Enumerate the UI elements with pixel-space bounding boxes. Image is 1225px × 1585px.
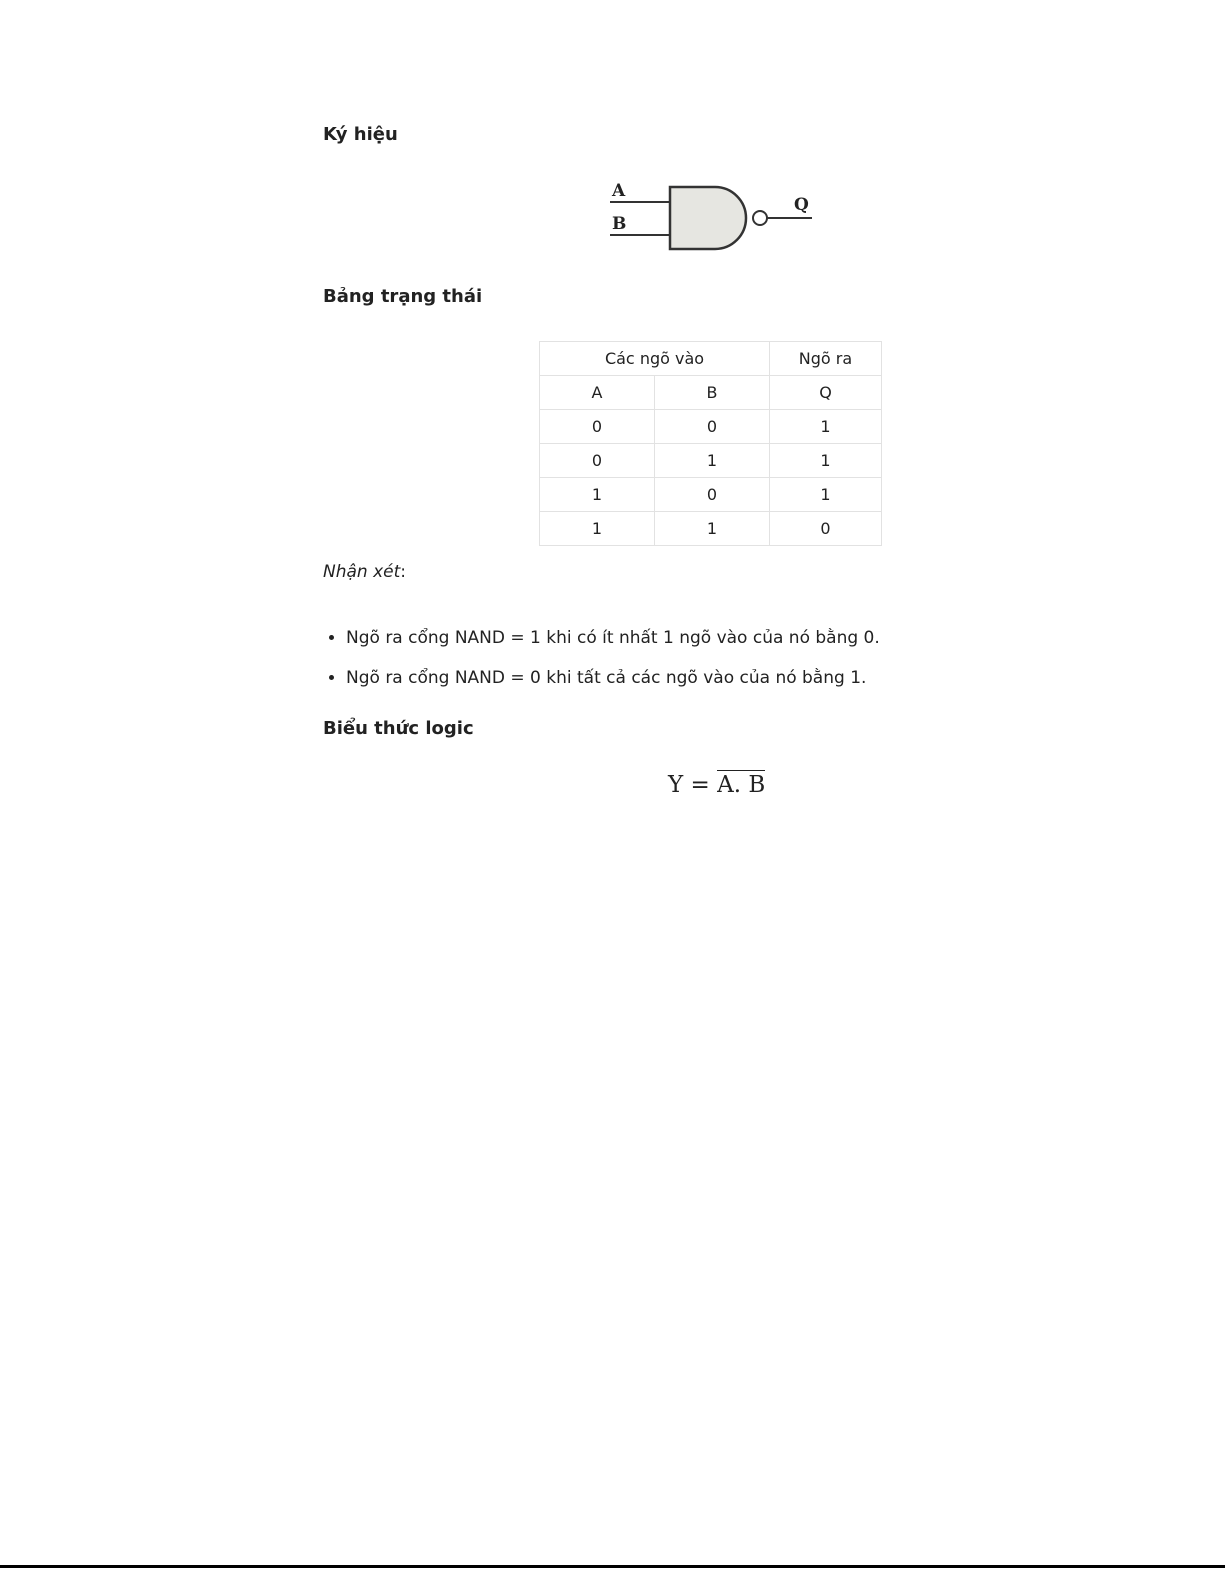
logic-formula xyxy=(668,772,765,798)
table-cell: 1 xyxy=(540,478,655,512)
remark-line xyxy=(323,562,406,582)
logic-expression-heading: Biểu thức logic xyxy=(323,718,474,739)
nand-gate-diagram xyxy=(600,172,820,256)
table-cell: 0 xyxy=(540,410,655,444)
header-inputs: Các ngõ vào xyxy=(540,342,770,376)
table-cell: 0 xyxy=(540,444,655,478)
table-cell: 1 xyxy=(770,410,882,444)
table-row xyxy=(540,478,882,512)
table-cell: 0 xyxy=(655,410,770,444)
input-b-label: B xyxy=(612,214,627,234)
remark-list xyxy=(323,618,880,698)
table-row xyxy=(540,512,882,546)
table-cell: 1 xyxy=(770,444,882,478)
table-header-group-row xyxy=(540,342,882,376)
truth-table-heading: Bảng trạng thái xyxy=(323,286,483,307)
list-item: • Ngõ ra cổng NAND = 1 khi có ít nhất 1 ngõ vào của nó bằng 0. xyxy=(346,618,880,658)
input-a-label: A xyxy=(612,181,626,201)
header-output: Ngõ ra xyxy=(770,342,882,376)
table-cell: 1 xyxy=(655,444,770,478)
remark-suffix: : xyxy=(400,562,407,582)
column-header: A xyxy=(540,376,655,410)
column-header: B xyxy=(655,376,770,410)
table-cell: 1 xyxy=(770,478,882,512)
list-item: • Ngõ ra cổng NAND = 0 khi tất cả các ngõ vào của nó bằng 1. xyxy=(346,658,880,698)
table-cell: 1 xyxy=(540,512,655,546)
column-header: Q xyxy=(770,376,882,410)
table-header-row xyxy=(540,376,882,410)
truth-table xyxy=(539,341,882,546)
output-q-label: Q xyxy=(794,195,809,215)
formula-equals: = xyxy=(690,772,710,798)
table-cell: 0 xyxy=(770,512,882,546)
page-bottom-rule xyxy=(0,1565,1225,1568)
remark-label: Nhận xét xyxy=(323,562,401,582)
table-cell: 1 xyxy=(655,512,770,546)
formula-lhs: Y xyxy=(668,772,684,798)
symbol-heading: Ký hiệu xyxy=(323,124,398,145)
inverter-bubble xyxy=(753,211,767,225)
table-row xyxy=(540,410,882,444)
formula-rhs-overlined: A. B xyxy=(717,772,766,798)
gate-body xyxy=(670,187,746,249)
table-row xyxy=(540,444,882,478)
table-cell: 0 xyxy=(655,478,770,512)
